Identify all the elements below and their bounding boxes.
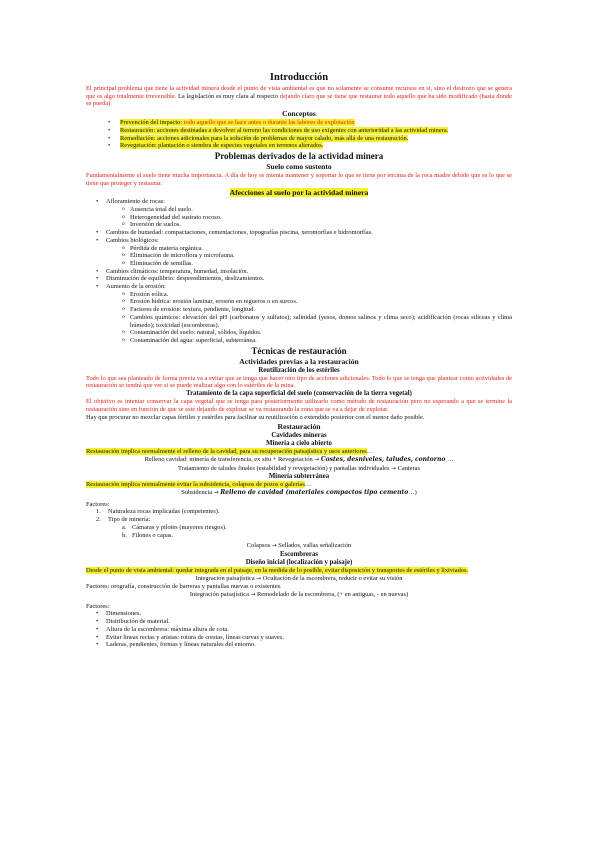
tratamiento-paragraph-red: El objetivo es intentar conservar la capa vegetal que se tenga para posteriormente utilizarlo como método de restauración pero no esperando a que se termine la restauración sino en función de que se esté dejando de explotar se va restaurando la zona que se va a dejar de explotar. <box>86 398 512 413</box>
tecnicas-heading: Técnicas de restauración <box>251 345 347 356</box>
afeccion-subitem: o Heterogeneidad del sustrato rocoso. <box>86 214 512 222</box>
factores-label-2: Factores: <box>86 602 110 610</box>
conceptos-heading: Conceptos <box>282 109 316 119</box>
afeccion-subitem: o Ausencia total del suelo. <box>86 206 512 214</box>
cielo-abierto-highlight: Restauración implica normalmente el relleno de la cavidad, para su recuperación paisajística y usos anteriores… <box>86 448 374 456</box>
afeccion-subitem: o Cambios químicos: elevación del pH (carbonatos y sulfatos); salinidad (yesos, domos salinos y clima seco); acidificación (rocas silíceas y clima húmedo); toxicidad (escombreras). <box>86 314 512 329</box>
arrow-icon: → <box>213 490 219 497</box>
afeccion-subitem: o Contaminación del suelo: natural, sólidos, líquidos. <box>86 329 512 337</box>
concepto-item: • Prevención del impacto: todo aquello que se hace antes o durante las labores de explotación <box>86 119 512 127</box>
arrow-icon: → <box>314 456 320 463</box>
afeccion-subitem: o Pérdida de materia orgánica. <box>86 245 512 253</box>
factor-item: 2. Tipo de minería: <box>96 516 151 524</box>
concepto-item: • Remediación: acciones adicionales para la solución de problemas de mayor calado, más allá de una restauración. <box>86 135 512 143</box>
afecciones-heading: Afecciones al suelo por la actividad minera <box>229 188 369 198</box>
afeccion-subitem: o Factores de erosión: textura, pendiente, longitud. <box>86 306 512 314</box>
factores-orografia: Factores: orografía, construcción de barreras y pantallas nuevas o existentes. <box>86 583 282 591</box>
reutilizacion-heading: Reutilización de los estériles <box>258 366 340 374</box>
diseno-highlight: Desde el punto de vista ambiental: quedar integrada en el paisaje, en la medida de lo posible, evitar disposición y transportes de estériles y lixiviados. <box>86 566 469 574</box>
tratamiento-paragraph: Hay que procurar no mezclar capas fértiles y estériles para facilitar su reutilización o extendido posterior con el menor daño posible. <box>86 413 425 421</box>
suelo-paragraph: Fundamentalmente el suelo tiene mucha importancia. A día de hoy se intenta mantener y soportar lo que se tiene por encima de la roca madre debido que es lo que se tiene que proteger y restaurar. <box>86 171 512 187</box>
afecciones-list <box>86 198 512 344</box>
introduccion-paragraph: El principal problema que tiene la actividad minera desde el punto de vista ambiental es que no solamente se consume recursos en si, sino el destrozo que se genera que es algo totalmente irreversible. La legislación es muy clara al respecto dejando claro que se tiene que restaurar todo aquello que ha sido modificado (hasta donde se pueda) <box>86 85 512 108</box>
arrow-icon: → <box>391 465 396 472</box>
factor-subitem: a. Cámaras y pilotes (mayores riesgos). <box>122 523 227 531</box>
integracion-line-2: Integración paisajística → Remodelado de la escombrera, (+ en antiguas, - en nuevas) <box>189 591 409 599</box>
reutilizacion-paragraph: Todo lo que sea planteado de forma previa va a evitar que se tenga que hacer otro tipo de acciones adicionales. Todo lo que se tenga que plantear como actividades de restauración se tendrá que ver si se puede realizar algo con lo estériles de la mina. <box>86 374 512 390</box>
relleno-line: Relleno cavidad: minería de transferencia, ex situ + Revegetación → Costes, desniveles, taludes, contorno … <box>144 455 454 463</box>
afeccion-item: • Afloramiento de rocas: <box>86 198 512 206</box>
subterranea-heading: Minería subterránea <box>268 473 330 481</box>
factor-escombrera-item: • Evitar líneas rectas y aristas: rotura de crestas, líneas curvas y suaves. <box>86 634 512 642</box>
factores-escombrera-list <box>86 610 512 649</box>
factor-item: 1. Naturaleza rocas implicadas (competentes). <box>96 508 220 516</box>
conceptos-list <box>86 119 512 150</box>
colapsos-line: Colapsos → Sellados, vallas señalización <box>246 542 352 550</box>
cielo-abierto-heading: Minería a cielo abierto <box>266 440 332 448</box>
previas-heading: Actividades previas a la restauración <box>239 356 359 366</box>
factor-escombrera-item: • Distribución de material. <box>86 618 512 626</box>
concepto-item: • Revegetación: plantación o siembra de especies vegetales en terrenos alterados. <box>86 142 512 150</box>
problemas-heading: Problemas derivados de la actividad minera <box>214 150 384 161</box>
factor-subitem: b. Filones o capas. <box>122 531 173 539</box>
factores-list <box>86 508 512 539</box>
arrow-icon: → <box>250 592 256 599</box>
afeccion-item: • Disminución de equilibrio: desprendimientos, deslizamientos. <box>86 275 512 283</box>
restauracion-heading: Restauración <box>277 422 321 432</box>
introduccion-heading: Introducción <box>269 72 329 83</box>
integracion-line-1: Integración paisajística → Ocultación de la escombrera, reducir o evitar su visión <box>195 574 403 582</box>
afeccion-item: • Cambios climáticos: temperatura, humedad, insolación. <box>86 268 512 276</box>
subsidencia-line: Subsidencia → Relleno de cavidad (materiales compactos tipo cemento…) <box>181 489 417 497</box>
cavidades-heading: Cavidades mineras <box>271 432 327 440</box>
arrow-icon: → <box>256 575 262 582</box>
tratamiento-heading: Tratamiento de la capa superficial del suelo (conservación de la tierra vegetal) <box>186 390 412 398</box>
factor-escombrera-item: • Altura de la escombrera: máxima altura de cota. <box>86 626 512 634</box>
afeccion-item: • Cambios de humedad: compactaciones, cementaciones, topografías piscina, xeromorfías e hidromorfías. <box>86 229 512 237</box>
concepto-item: • Restauración: acciones destinadas a devolver al terreno las condiciones de uso exigentes con anterioridad a las actividad minera. <box>86 127 512 135</box>
afeccion-subitem: o Inversión de suelos. <box>86 221 512 229</box>
afeccion-subitem: o Erosión eólica. <box>86 291 512 299</box>
diseno-heading: Diseño inicial (localización y paisaje) <box>245 558 353 566</box>
document-page <box>86 72 512 649</box>
arrow-icon: → <box>271 543 277 550</box>
afeccion-subitem: o Contaminación del agua: superficial, subterránea. <box>86 337 512 345</box>
afeccion-subitem: o Erosión hídrica: erosión laminar, erosión en regueros o en surcos. <box>86 298 512 306</box>
factor-escombrera-item: • Dimensiones. <box>86 610 512 618</box>
suelo-sustento-heading: Suelo como sustento <box>266 161 332 171</box>
factores-label: Factores: <box>86 500 110 508</box>
afeccion-item: • Cambios biológicos: <box>86 237 512 245</box>
taludes-line: Tratamiento de taludes finales (estabilidad y revegetación) y pantallas individuales → Canteras <box>178 464 420 472</box>
afeccion-subitem: o Eliminación de microflora y microfauna. <box>86 252 512 260</box>
afeccion-subitem: o Eliminación de semillas. <box>86 260 512 268</box>
escombreras-heading: Escombreras <box>279 550 318 558</box>
subterranea-highlight: Restauración implica normalmente evitar la subsidencia, colapsos de pozos o galerías… <box>86 481 312 489</box>
afeccion-item: • Aumento de la erosión: <box>86 283 512 291</box>
factor-escombrera-item: • Laderas, pendientes, formas y líneas naturales del entorno. <box>86 641 512 649</box>
